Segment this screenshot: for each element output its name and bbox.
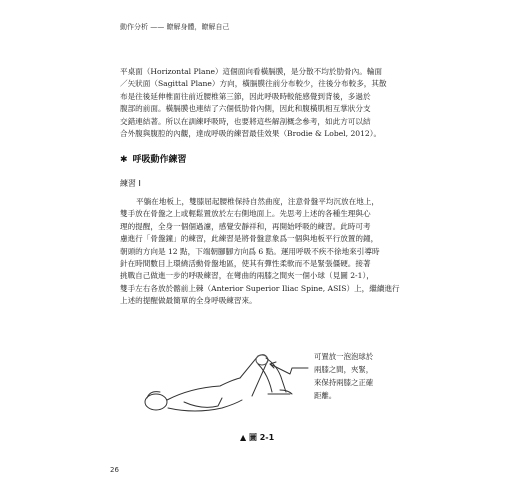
figure-note-line: 距離。 xyxy=(314,391,337,400)
figure-note-line: 可置放一泡泡球於 xyxy=(314,352,374,361)
exercise-paragraph xyxy=(120,196,416,308)
star-icon: ✱ xyxy=(120,155,128,165)
figure-caption: ▲ 圖 2-1 xyxy=(240,433,275,442)
intro-line: 平桌面（Horizontal Plane）這個面向看橫膈膜，是分散不均於肋骨內。輪面 xyxy=(120,67,383,76)
intro-line: 布是往後延伸椎面往前近腰椎第三節，因此呼吸時較能感覺到背後，多過於 xyxy=(120,91,371,101)
figure-note-line: 兩膝之間，夾緊， xyxy=(314,365,374,374)
section-heading xyxy=(120,152,187,165)
intro-line: 腹部的前面。橫膈膜也連結了六個低肋骨內側，因此和腹橫肌相互掌狀分支 xyxy=(120,104,371,114)
exercise-line: 理的提醒，全身一個個過濾，感覺安靜祥和，再開始呼吸的練習。此時可考 xyxy=(120,221,371,231)
exercise-line: 慮進行「骨盤鐘」的練習，此練習是將骨盤意象爲一個與地板平行放置的鐘， xyxy=(120,234,379,244)
figure-torso xyxy=(167,378,242,411)
figure-thigh xyxy=(240,355,268,396)
exercise-label: 練習 I xyxy=(120,179,141,188)
exercise-line: 雙手放在骨盤之上或輕鬆置放於左右側地面上。先思考上述的各種生理與心 xyxy=(120,209,371,219)
exercise-line: 針在時間數目上環繞活動骨盤地區，使其有彈性柔軟而不是緊張僵硬。接著 xyxy=(120,259,371,269)
pointer-arrow xyxy=(270,364,308,374)
intro-line: ／矢狀面（Sagittal Plane）方向，橫膈膜往前分布較少，往後分布較多，其散 xyxy=(120,79,387,89)
figure-note xyxy=(314,350,373,402)
exercise-line: 上述的提醒做最簡單的全身呼吸練習來。 xyxy=(120,296,257,306)
intro-paragraph xyxy=(120,66,416,140)
figure-ball xyxy=(256,355,268,365)
figure-hair xyxy=(147,392,160,398)
intro-line: 合外腹與腹腔的內觀，達成呼吸的練習最佳效果（Brodie & Lobel, 2012）。 xyxy=(120,129,382,139)
exercise-line: 平躺在地板上，雙膝屈起腰椎保持自然曲度，注意骨盤平均沉放在地上， xyxy=(136,197,379,206)
figure-note-line: 來保持兩膝之正確 xyxy=(314,378,374,387)
exercise-line: 挑戰自己做進一步的呼吸練習，在彎曲的兩膝之間夾一個小球（見圖 2-1）， xyxy=(120,271,374,281)
running-head: 動作分析 —— 瞭解身體，瞭解自己 xyxy=(120,23,230,31)
exercise-line: 雙手左右各放於髂前上棘（Anterior Superior Iliac Spine, ASIS）上，繼續進行 xyxy=(120,283,400,293)
intro-line: 交錯連結著。所以在訓練呼吸時，也要將這些解剖概念參考，如此方可以結 xyxy=(120,116,371,126)
figure-arm xyxy=(184,398,222,407)
exercise-line: 朝頭的方向是 12 點，下端朝腳腳方向爲 6 點。運用呼吸不疾不徐地來引導時 xyxy=(120,246,380,256)
section-title: 呼吸動作練習 xyxy=(132,155,187,165)
page-number: 26 xyxy=(110,466,119,474)
